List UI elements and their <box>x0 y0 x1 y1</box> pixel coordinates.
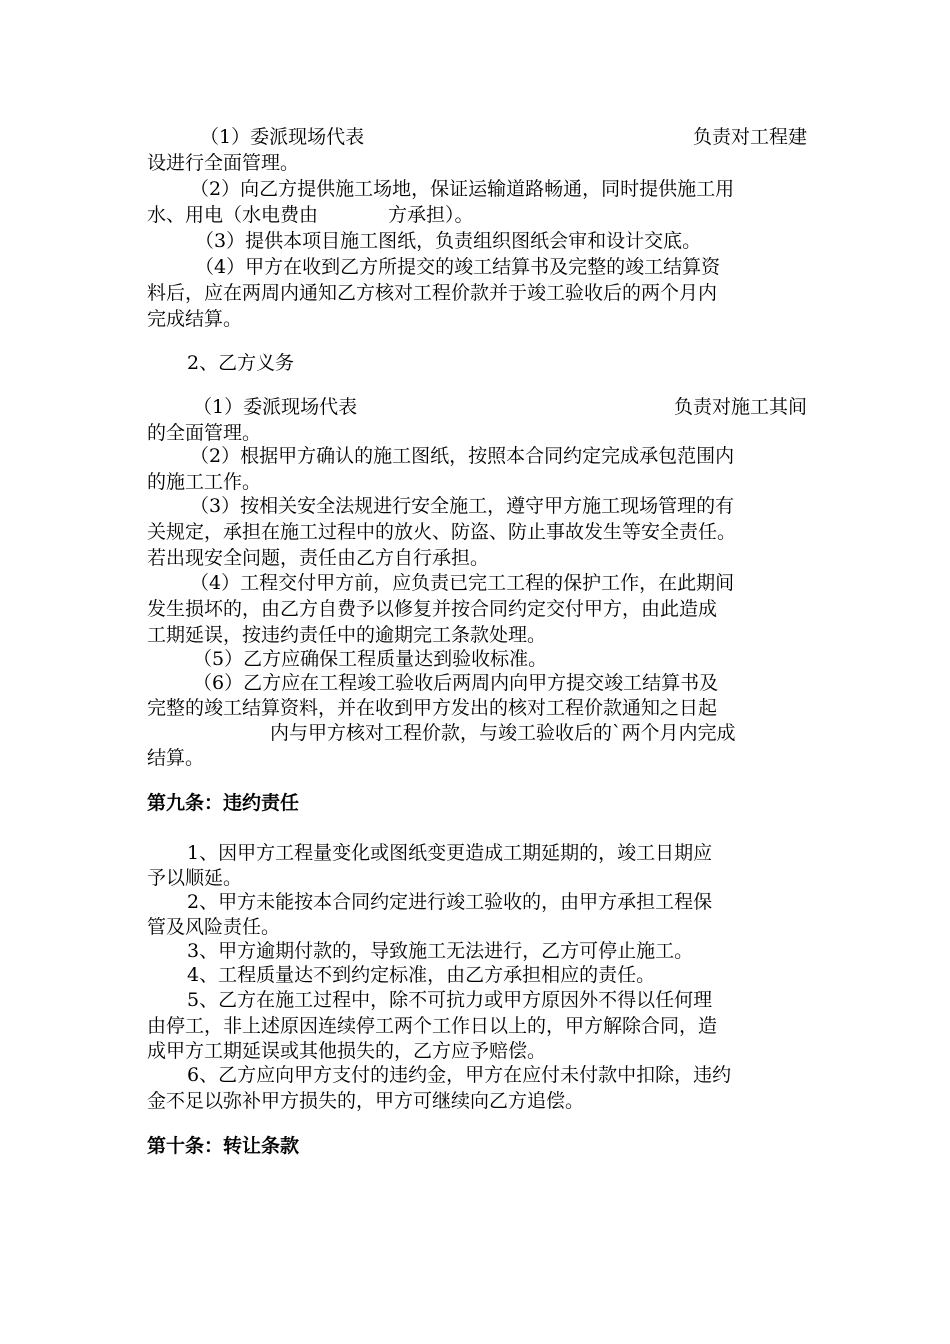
party-a-item4-line1: （4）甲方在收到乙方所提交的竣工结算书及完整的竣工结算资 <box>195 256 721 278</box>
article9-p1-line2: 予以顺延。 <box>147 867 243 889</box>
party-a-item2-line1: （2）向乙方提供施工场地，保证运输道路畅通，同时提供施工用 <box>190 178 735 200</box>
party-b-item2-line1: （2）根据甲方确认的施工图纸，按照本合同约定完成承包范围内 <box>190 445 735 467</box>
party-b-item3-line2: 关规定，承担在施工过程中的放火、防盗、防止事故发生等安全责任。 <box>147 521 737 543</box>
party-a-item4-line3: 完成结算。 <box>147 308 243 330</box>
party-b-item6-line4: 结算。 <box>147 747 205 769</box>
party-b-item2-line2: 的施工工作。 <box>147 471 262 493</box>
party-a-item2-line2 <box>147 202 807 228</box>
party-b-item6-line1: （6）乙方应在工程竣工验收后两周内向甲方提交竣工结算书及 <box>193 672 719 694</box>
article9-p6-line1: 6、乙方应向甲方支付的违约金，甲方在应付未付款中扣除，违约 <box>187 1064 732 1086</box>
party-a-item2-line2-b: 方承担）。 <box>388 204 474 226</box>
party-b-item4-line1: （4）工程交付甲方前，应负责已完工工程的保护工作，在此期间 <box>190 572 735 594</box>
party-a-item4-line2: 料后，应在两周内通知乙方核对工程价款并于竣工验收后的两个月内 <box>147 282 718 304</box>
party-a-item1-end: 负责对工程建 <box>692 126 807 148</box>
article9-p2-line2: 管及风险责任。 <box>147 916 281 938</box>
article10-heading: 第十条：转让条款 <box>147 1135 300 1157</box>
article9-p4: 4、工程质量达不到约定标准，由乙方承担相应的责任。 <box>187 964 656 986</box>
party-a-item1-start: （1）委派现场代表 <box>200 126 365 148</box>
article9-p1-line1: 1、因甲方工程量变化或图纸变更造成工期延期的，竣工日期应 <box>187 842 713 864</box>
party-b-item5: （5）乙方应确保工程质量达到验收标准。 <box>193 648 548 670</box>
party-a-item1 <box>147 124 807 150</box>
article9-p6-line2: 金不足以弥补甲方损失的，甲方可继续向乙方追偿。 <box>147 1090 585 1112</box>
party-b-item1-end: 负责对施工其间 <box>673 396 807 418</box>
party-b-item1-cont: 的全面管理。 <box>147 422 262 444</box>
party-b-item3-line1: （3）按相关安全法规进行安全施工，遵守甲方施工现场管理的有 <box>190 495 735 517</box>
party-b-item6-line2: 完整的竣工结算资料，并在收到甲方发出的核对工程价款通知之日起 <box>147 697 718 719</box>
party-a-item2-line2-a: 水、用电（水电费由 <box>147 204 319 226</box>
article9-p5-line1: 5、乙方在施工过程中，除不可抗力或甲方原因外不得以任何理 <box>187 989 713 1011</box>
article9-p3: 3、甲方逾期付款的，导致施工无法进行，乙方可停止施工。 <box>187 940 694 962</box>
party-a-item1-cont: 设进行全面管理。 <box>147 152 300 174</box>
article9-p5-line3: 成甲方工期延误或其他损失的，乙方应予赔偿。 <box>147 1040 547 1062</box>
party-b-item4-line3: 工期延误，按违约责任中的逾期完工条款处理。 <box>147 624 547 646</box>
party-b-item3-line3: 若出现安全问题，责任由乙方自行承担。 <box>147 547 490 569</box>
party-b-item6-line3: 内与甲方核对工程价款，与竣工验收后的`两个月内完成 <box>270 722 736 744</box>
article9-heading: 第九条：违约责任 <box>147 792 300 814</box>
article9-p5-line2: 由停工，非上述原因连续停工两个工作日以上的，甲方解除合同，造 <box>147 1015 718 1037</box>
party-a-item3: （3）提供本项目施工图纸，负责组织图纸会审和设计交底。 <box>195 230 702 252</box>
article9-p2-line1: 2、甲方未能按本合同约定进行竣工验收的，由甲方承担工程保 <box>187 891 713 913</box>
party-b-item4-line2: 发生损坏的，由乙方自费予以修复并按合同约定交付甲方，由此造成 <box>147 598 718 620</box>
party-b-item1 <box>147 394 807 420</box>
party-b-item1-start: （1）委派现场代表 <box>193 396 358 418</box>
party-b-title: 2、乙方义务 <box>187 352 295 374</box>
